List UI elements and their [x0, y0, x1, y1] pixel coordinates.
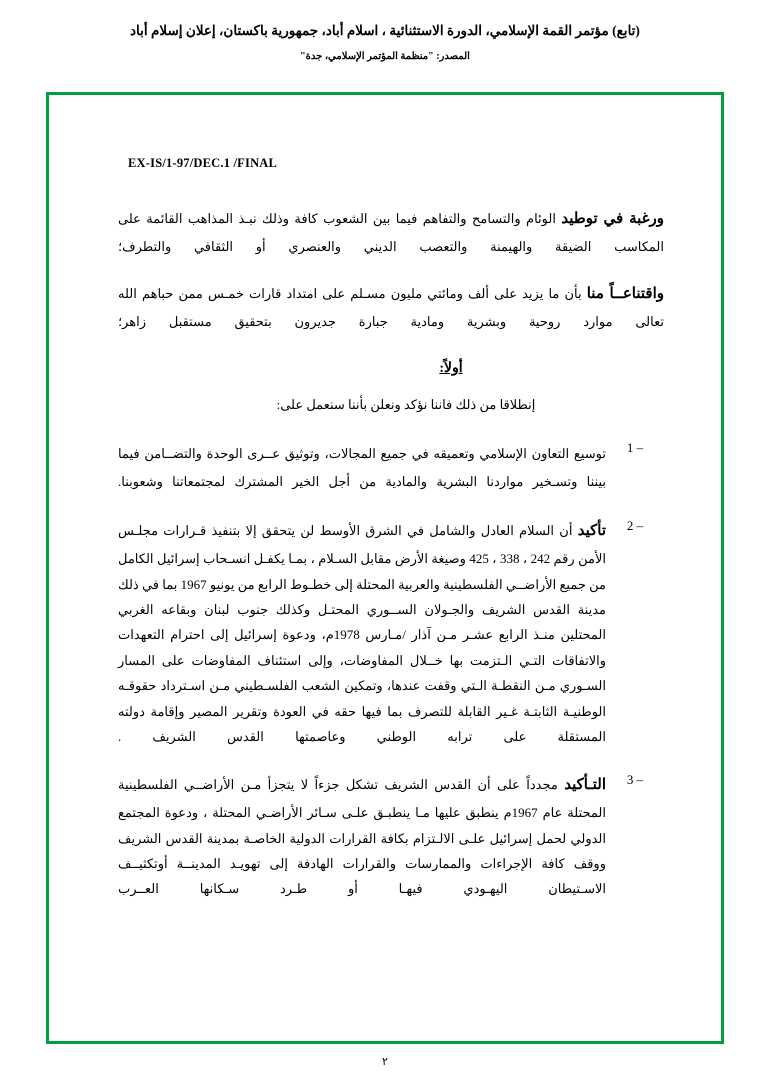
- header-source: المصدر: "منظمة المؤتمر الإسلامي، جدة": [300, 50, 470, 62]
- list-item-number: 3 –: [626, 772, 644, 788]
- page-header: [0, 0, 770, 62]
- paragraph-2-lead: واقتناعــاً منا: [586, 285, 664, 302]
- document-content: [46, 128, 724, 1028]
- section-heading: أولاً:: [439, 361, 463, 377]
- list-item-text: توسيع التعاون الإسلامي وتعميقه في جميع المجالات، وتوثيق عــرى الوحدة والتضــامن فيما بيننا وتسـخير مواردنا البشرية والمادية من أجل الخير المشترك لمجتمعاتنا وشعوبنا.: [118, 446, 606, 490]
- list-item-number: 2 –: [626, 518, 644, 534]
- list-item-text: مجدداً على أن القدس الشريف تشكل جزءاً لا يتجزأ مـن الأراضــي الفلسطينية المحتلة عام 1967م ينطبق عليها مـا ينطبـق علـى سـائر الأراضـي المحتلة ، ودعوة المجتمع الدولي لحمل إسرائيل علـى الالـتزام بكافة القرارات الدولية الخاصـة بمدينة القدس الشريف ووقف كافة الإجراءات والممارسات والقرارات الهادفة إلى تهويـد المدينــة أوتكثيــف الاسـتيطان اليهـودي فيهـا أو طـرد سـكانها العــرب: [118, 777, 606, 897]
- page-number: ٢: [382, 1056, 388, 1068]
- paragraph-1-lead: ورغبة في توطيد: [561, 211, 664, 227]
- list-item: [118, 517, 664, 749]
- list-item: [118, 771, 664, 902]
- list-item-body: [118, 517, 606, 749]
- list-item: [118, 439, 664, 495]
- intro-line: إنطلاقا من ذلك فاننا نؤكد ونعلن بأننا سنعمل على:: [276, 397, 536, 413]
- list-item-body: [118, 771, 606, 902]
- list-item-lead: التـأكيد: [564, 777, 606, 794]
- header-title: (تابع) مؤتمر القمة الإسلامي، الدورة الاستثنائية ، اسلام أباد، جمهورية باكستان، إعلان إسلام أباد: [130, 23, 640, 38]
- list-item-number: 1 –: [626, 440, 644, 456]
- paragraph-2: [118, 280, 664, 335]
- document-code: EX-IS/1-97/DEC.1 /FINAL: [128, 156, 278, 170]
- list-item-body: [118, 439, 606, 495]
- list-item-lead: تأكيد: [577, 523, 606, 540]
- paragraph-1: [118, 205, 664, 260]
- list-item-text: أن السلام العادل والشامل في الشرق الأوسط لن يتحقق إلا بتنفيذ قـرارات مجلـس الأمن رقم 242 ، 338 ، 425 وصيغة الأرض مقابل السـلام ، بمـا يكفـل انسـحاب إسرائيل الكامل من جميع الأراضــي الفلسطينية والعربية المحتلة إلى خطـوط الرابع من يونيو 1967 بما في ذلك مدينة القدس الشريف والجـولان الســوري المحتـل وكذلك جنوب لبنان وبقاعه الغربي المحتلين منـذ الرابع عشـر مـن آذار /مـارس 1978م، ودعوة إسرائيل إلى احترام التعهدات والاتفاقات التـي الـتزمت بها خــلال المفاوضات، وإلى استئناف المفاوضات على المسار السـوري مـن النقطـة الـتي وقفت عندها، وتمكين الشعب الفلسـطيني مـن اسـترداد حقوقـه الوطنيـة الثابتـة غـير القابلة للتصرف بما فيها حقه في العودة وتقرير المصير وإقامة دولته المستقلة على ترابه الوطني وعاصمتها القدس الشريف .: [118, 523, 607, 744]
- paragraph-1-text: الوئام والتسامح والتفاهم فيما بين الشعوب كافة وذلك نبـذ المذاهب القائمة على المكاسب الضيقة والهيمنة والتعصب الديني والعنصري أو الثقافي والتطرف؛: [118, 211, 664, 255]
- paragraph-2-text: بأن ما يزيد على ألف ومائتي مليون مسـلم على امتداد قارات خمـس ممن حباهم الله تعالى موارد روحية وبشرية ومادية جبارة جديرون بتحقيق مستقبل زاهر؛: [118, 285, 664, 329]
